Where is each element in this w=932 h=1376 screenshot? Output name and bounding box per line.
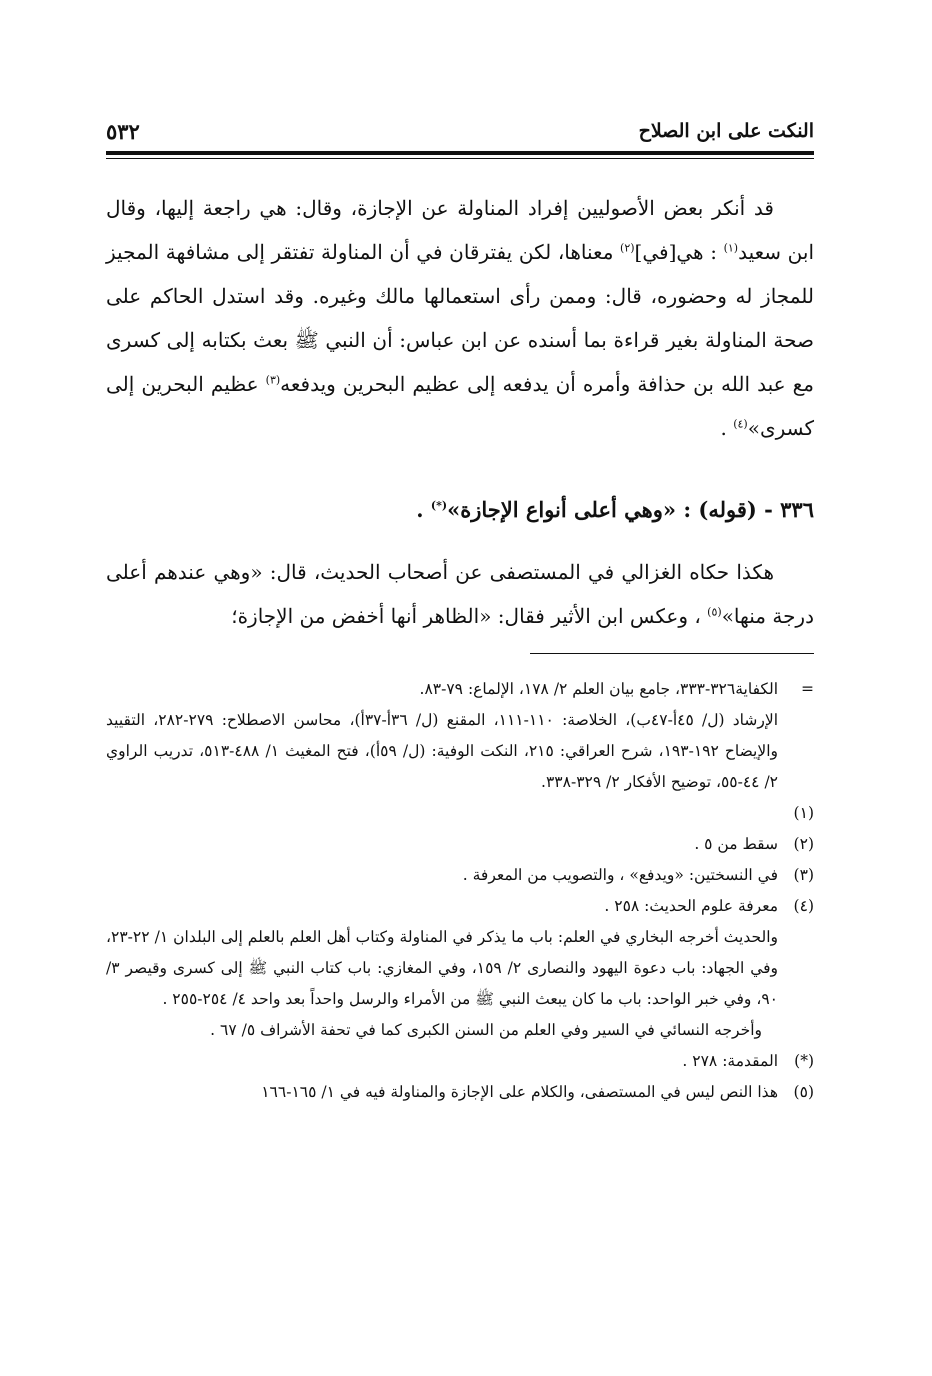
footnote-continued (106, 674, 814, 705)
footnote-continued-marker: = (801, 680, 814, 698)
footnote-3-text: في النسختين: «ويدفع» ، والتصويب من المعرفة . (462, 866, 778, 884)
footnote-3 (106, 860, 814, 891)
footnote-1-text (106, 798, 778, 829)
footnote-ref-2: (٢) (620, 241, 635, 255)
footnote-continued-line-1: الكفاية٣٢٦-٣٣٣، جامع بيان العلم ٢/ ١٧٨، الإلماع: ٧٩-٨٣. (419, 680, 778, 698)
footnote-ref-5: (٥) (707, 605, 722, 619)
footnotes (106, 674, 814, 1108)
footnote-4-text: معرفة علوم الحديث: ٢٥٨ . (604, 897, 778, 915)
footnote-5 (106, 1077, 814, 1108)
footnote-continued-line-2: الإرشاد (ل/ ٤٥أ-٤٧ب)، الخلاصة: ١١٠-١١١، المقنع (ل/ ٣٦أ-٣٧أ)، محاسن الاصطلاح: ٢٧٩-٢٨٢، التقييد والإيضاح ١٩٢-١٩٣، شرح العراقي: ٢١٥، النكت الوفية: (ل/ ٥٩أ)، فتح المغيث ١/ ٤٨٨-٥١٣، تدريب الراوي ٢/ ٤٤-٥٥، توضيح الأفكار ٢/ ٣٢٩-٣٣٨. (106, 711, 779, 791)
footnote-ref-1: (١) (723, 241, 739, 255)
body-paragraph-2: هكذا حكاه الغزالي في المستصفى عن أصحاب الحديث، قال: «وهي عندهم أعلى درجة منها»$^{(٥)}$ ، وعكس ابن الأثير فقال: «الظاهر أنها أخفض من الإجازة؛ (106, 560, 814, 628)
body-paragraph-1: قد أنكر بعض الأصوليين إفراد المناولة عن الإجازة، وقال: هي راجعة إليها، وقال ابن سعيد$^{(١)}$ : هي[في]$^{(٢)}$ معناها، لكن يفترقان في أن المناولة تفتقر إلى مشافهة المجيز للمجاز له وحضوره، قال: وممن رأى استعمالها مالك وغيره. وقد استدل الحاكم على صحة المناولة بغير قراءة بما أسنده عن ابن عباس: أن النبي ﷺ بعث بكتابه إلى كسرى مع عبد الله بن حذافة وأمره أن يدفعه إلى عظيم البحرين ويدفعه$^{(٣)}$ عظيم البحرين إلى كسرى»$^{(٤)}$ . (106, 196, 814, 440)
page-header (106, 116, 814, 146)
footnote-2 (106, 829, 814, 860)
footnote-star-marker: (*) (794, 1052, 814, 1070)
footnote-5-marker: (٥) (793, 1083, 814, 1101)
footnote-star (106, 1046, 814, 1077)
footnote-star-text: المقدمة: ٢٧٨ . (682, 1052, 778, 1070)
footnote-1 (106, 798, 814, 829)
footnote-4 (106, 891, 814, 922)
footnote-5-text: هذا النص ليس في المستصفى، والكلام على الإجازة والمناولة فيه في ١/ ١٦٥-١٦٦ (261, 1083, 778, 1101)
footnote-3-marker: (٣) (793, 866, 814, 884)
header-rule-thin (106, 158, 814, 159)
header-rule-thick (106, 151, 814, 155)
footnote-4-continuation-2: وأخرجه النسائي في السير وفي العلم من السنن الكبرى كما في تحفة الأشراف ٥/ ٦٧ . (210, 1021, 762, 1039)
running-title: النكت على ابن الصلاح (638, 120, 814, 142)
footnote-4-continuation-1: والحديث أخرجه البخاري في العلم: باب ما يذكر في المناولة وكتاب أهل العلم بالعلم إلى البلدان ١/ ٢٢-٢٣، وفي الجهاد: باب دعوة اليهود والنصارى ٢/ ١٥٩، وفي المغازي: باب كتاب النبي ﷺ إلى كسرى وقيصر ٣/ ٩٠، وفي خبر الواحد: باب ما كان يبعث النبي ﷺ من الأمراء والرسل واحداً بعد واحد ٤/ ٢٥٤-٢٥٥ . (106, 928, 779, 1008)
footnote-2-marker: (٢) (793, 835, 814, 853)
footnote-1-marker: (١) (793, 804, 814, 822)
footnote-separator (530, 653, 814, 654)
footnote-2-text: سقط من ٥ . (694, 835, 778, 853)
section-heading-336: ٣٣٦ - (قوله) : «وهي أعلى أنواع الإجازة»(*) . (416, 497, 814, 522)
page-number: ٥٣٢ (106, 118, 140, 144)
footnote-ref-3: (٣) (265, 373, 281, 387)
footnote-ref-star: (*) (430, 499, 448, 512)
footnote-4-marker: (٤) (793, 897, 814, 915)
footnote-ref-4: (٤) (733, 417, 748, 431)
